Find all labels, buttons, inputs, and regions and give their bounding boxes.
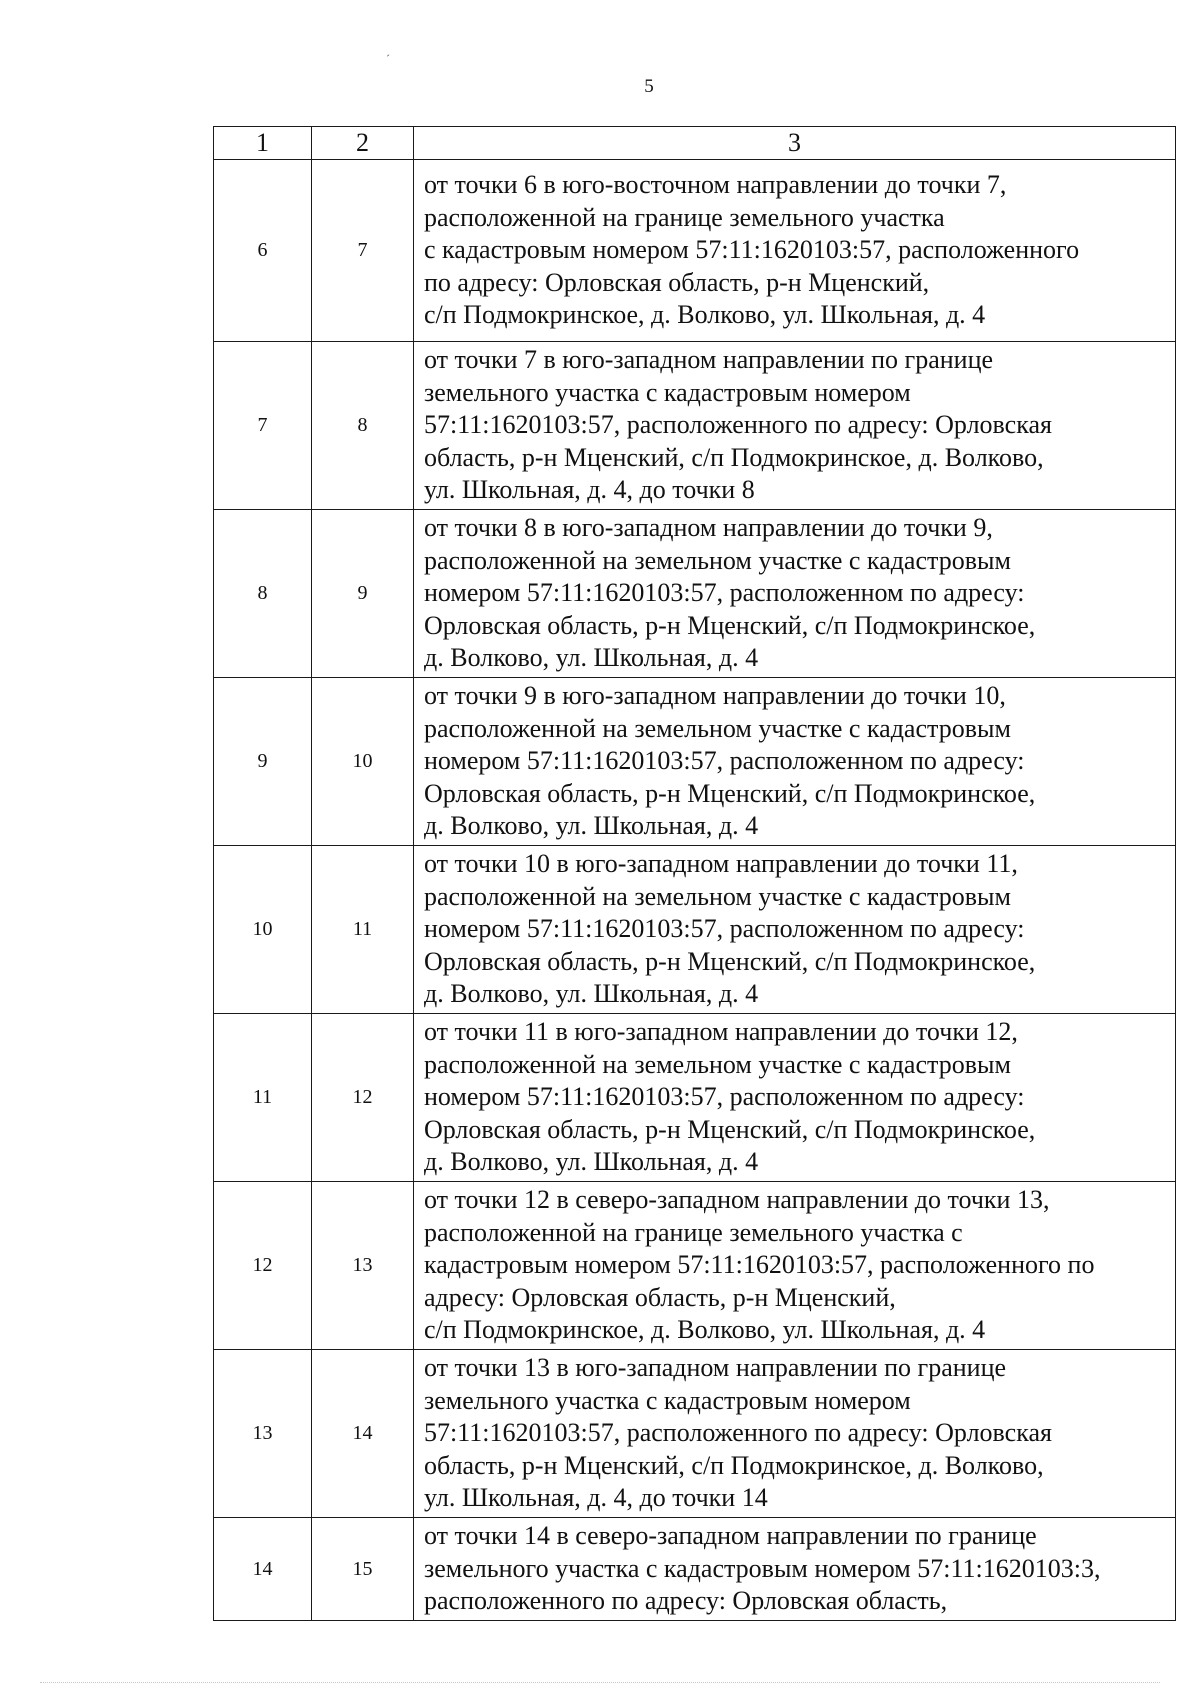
description-line: ул. Школьная, д. 4, до точки 14	[424, 1483, 768, 1513]
boundary-description-cell	[414, 1350, 1176, 1518]
description-line: 57:11:1620103:57, расположенного по адресу: Орловская	[424, 410, 1052, 440]
point-from-cell: 8	[214, 510, 312, 678]
description-line: земельного участка с кадастровым номером	[424, 1385, 911, 1415]
table-row	[214, 678, 1176, 846]
boundary-description-cell	[414, 510, 1176, 678]
column-header-to: 2	[312, 127, 414, 160]
scan-edge-dots	[40, 1682, 1160, 1683]
table-row	[214, 510, 1176, 678]
description-line: д. Волково, ул. Школьная, д. 4	[424, 643, 759, 673]
description-line: расположенного по адресу: Орловская область,	[424, 1586, 948, 1616]
point-from-cell: 12	[214, 1182, 312, 1350]
description-line: земельного участка с кадастровым номером	[424, 377, 911, 407]
description-line: с/п Подмокринское, д. Волково, ул. Школьная, д. 4	[424, 300, 986, 330]
point-to-cell: 7	[312, 160, 414, 342]
point-to-cell: 13	[312, 1182, 414, 1350]
point-to-cell: 15	[312, 1518, 414, 1621]
description-line: номером 57:11:1620103:57, расположенном по адресу:	[424, 746, 1025, 776]
point-to-cell: 9	[312, 510, 414, 678]
description-line: от точки 14 в северо-западном направлении по границе	[424, 1521, 1037, 1551]
description-line: кадастровым номером 57:11:1620103:57, расположенного по	[424, 1250, 1095, 1280]
table-header-row	[214, 127, 1176, 160]
description-line: с/п Подмокринское, д. Волково, ул. Школьная, д. 4	[424, 1315, 986, 1345]
description-line: д. Волково, ул. Школьная, д. 4	[424, 979, 759, 1009]
description-line: от точки 10 в юго-западном направлении до точки 11,	[424, 849, 1018, 879]
description-line: по адресу: Орловская область, р-н Мценский,	[424, 267, 930, 297]
scan-speck: ˊ	[386, 52, 390, 66]
boundary-description-cell	[414, 1518, 1176, 1621]
description-line: область, р-н Мценский, с/п Подмокринское, д. Волково,	[424, 1450, 1044, 1480]
table-row	[214, 1350, 1176, 1518]
point-from-cell: 10	[214, 846, 312, 1014]
table-row	[214, 1518, 1176, 1621]
table-row	[214, 846, 1176, 1014]
table-row	[214, 342, 1176, 510]
description-line: расположенной на земельном участке с кадастровым	[424, 713, 1011, 743]
point-from-cell: 6	[214, 160, 312, 342]
point-to-cell: 14	[312, 1350, 414, 1518]
description-line: расположенной на границе земельного участка с	[424, 1217, 963, 1247]
point-to-cell: 8	[312, 342, 414, 510]
boundary-description-cell	[414, 342, 1176, 510]
boundary-description-cell	[414, 846, 1176, 1014]
description-line: от точки 6 в юго-восточном направлении до точки 7,	[424, 170, 1007, 200]
point-from-cell: 13	[214, 1350, 312, 1518]
boundary-description-cell	[414, 678, 1176, 846]
page-number: 5	[644, 76, 654, 97]
description-line: расположенной на границе земельного участка	[424, 202, 945, 232]
description-line: номером 57:11:1620103:57, расположенном по адресу:	[424, 914, 1025, 944]
description-line: земельного участка с кадастровым номером 57:11:1620103:3,	[424, 1553, 1101, 1583]
boundary-description-cell	[414, 160, 1176, 342]
table-body	[214, 127, 1176, 1621]
description-line: д. Волково, ул. Школьная, д. 4	[424, 1147, 759, 1177]
description-line: Орловская область, р-н Мценский, с/п Подмокринское,	[424, 778, 1036, 808]
description-line: расположенной на земельном участке с кадастровым	[424, 1049, 1011, 1079]
table-row	[214, 160, 1176, 342]
point-from-cell: 14	[214, 1518, 312, 1621]
table-row	[214, 1014, 1176, 1182]
description-line: от точки 13 в юго-западном направлении по границе	[424, 1353, 1007, 1383]
point-to-cell: 10	[312, 678, 414, 846]
description-line: Орловская область, р-н Мценский, с/п Подмокринское,	[424, 1114, 1036, 1144]
description-line: адресу: Орловская область, р-н Мценский,	[424, 1282, 896, 1312]
column-header-from: 1	[214, 127, 312, 160]
point-to-cell: 11	[312, 846, 414, 1014]
description-line: от точки 11 в юго-западном направлении до точки 12,	[424, 1017, 1018, 1047]
description-line: от точки 9 в юго-западном направлении до точки 10,	[424, 681, 1006, 711]
description-line: от точки 8 в юго-западном направлении до точки 9,	[424, 513, 993, 543]
description-line: Орловская область, р-н Мценский, с/п Подмокринское,	[424, 946, 1036, 976]
description-line: с кадастровым номером 57:11:1620103:57, расположенного	[424, 235, 1080, 265]
point-from-cell: 7	[214, 342, 312, 510]
description-line: от точки 7 в юго-западном направлении по границе	[424, 345, 994, 375]
point-from-cell: 9	[214, 678, 312, 846]
description-line: 57:11:1620103:57, расположенного по адресу: Орловская	[424, 1418, 1052, 1448]
description-line: ул. Школьная, д. 4, до точки 8	[424, 475, 755, 505]
description-line: номером 57:11:1620103:57, расположенном по адресу:	[424, 578, 1025, 608]
description-line: д. Волково, ул. Школьная, д. 4	[424, 811, 759, 841]
table-row	[214, 1182, 1176, 1350]
boundary-description-table	[213, 126, 1176, 1621]
column-header-description: 3	[414, 127, 1176, 160]
description-line: от точки 12 в северо-западном направлении до точки 13,	[424, 1185, 1050, 1215]
point-from-cell: 11	[214, 1014, 312, 1182]
boundary-description-cell	[414, 1014, 1176, 1182]
description-line: расположенной на земельном участке с кадастровым	[424, 545, 1011, 575]
description-line: область, р-н Мценский, с/п Подмокринское, д. Волково,	[424, 442, 1044, 472]
description-line: номером 57:11:1620103:57, расположенном по адресу:	[424, 1082, 1025, 1112]
description-line: расположенной на земельном участке с кадастровым	[424, 881, 1011, 911]
point-to-cell: 12	[312, 1014, 414, 1182]
description-line: Орловская область, р-н Мценский, с/п Подмокринское,	[424, 610, 1036, 640]
boundary-description-cell	[414, 1182, 1176, 1350]
